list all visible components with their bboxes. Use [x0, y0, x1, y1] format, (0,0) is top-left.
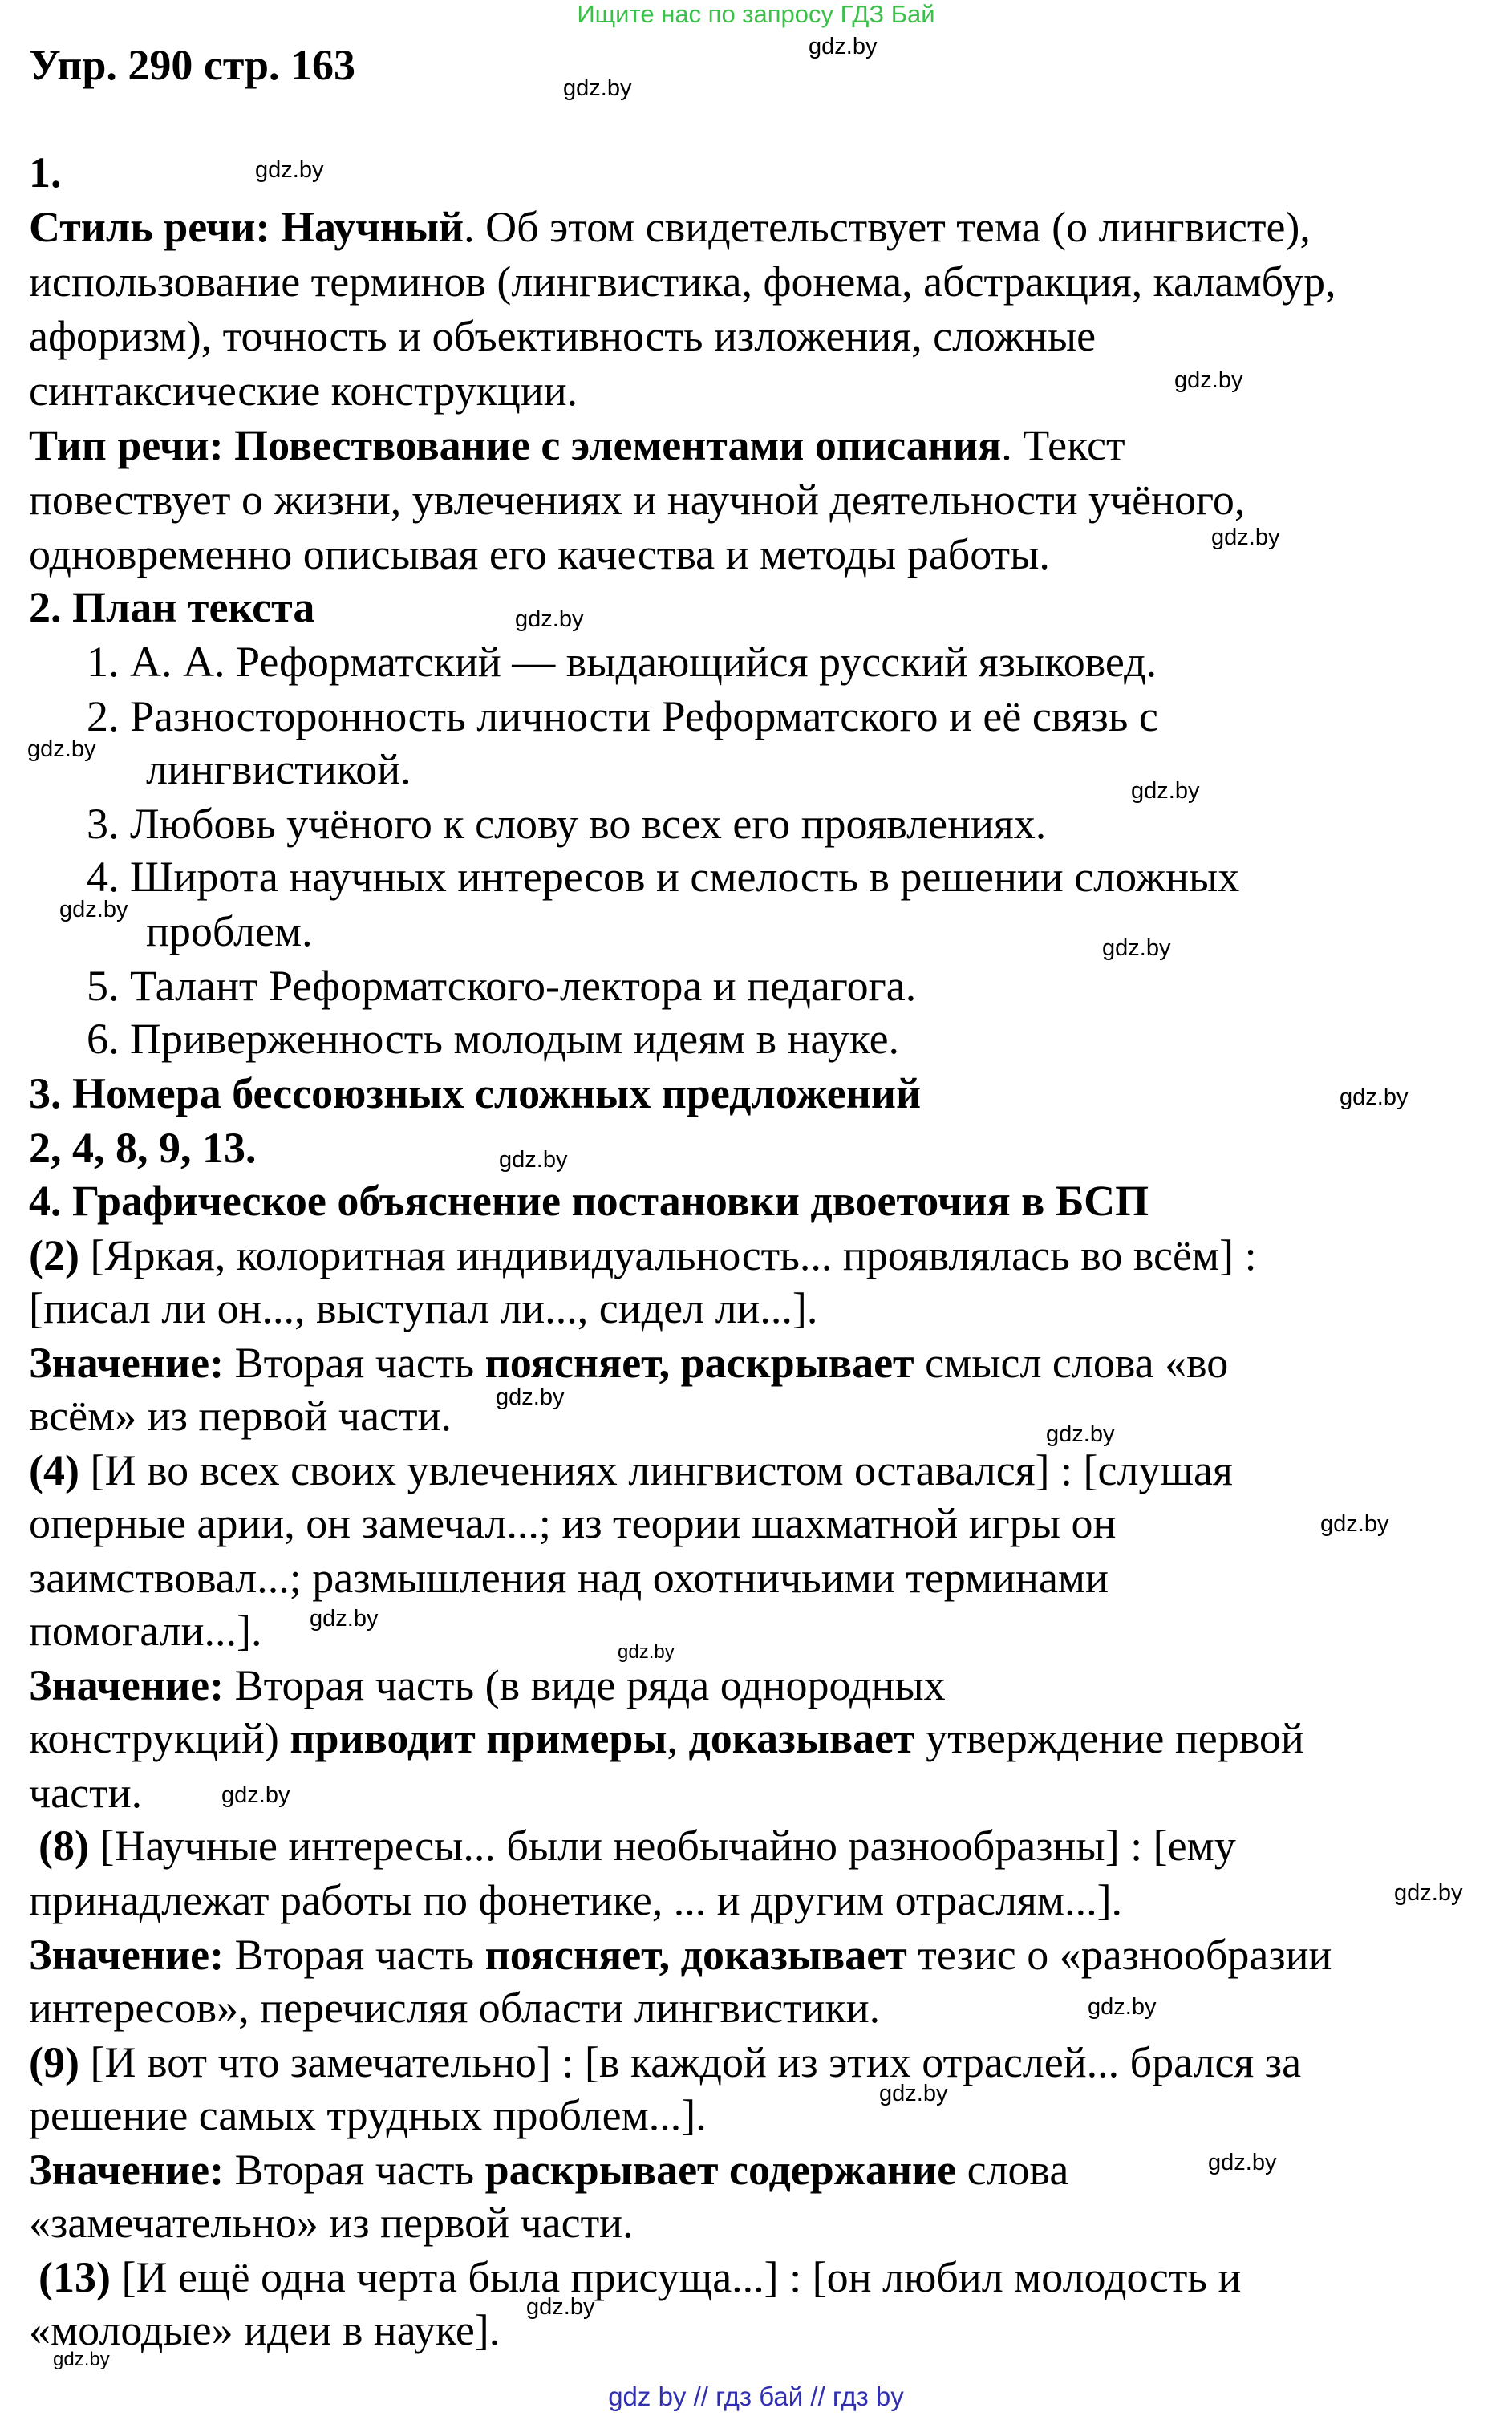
e4-m-b: приводит примеры [290, 1714, 667, 1762]
e2-m-a: Вторая часть [224, 1339, 485, 1387]
e4-num: (4) [29, 1446, 79, 1494]
e2-text-1: [Яркая, колоритная индивидуальность... проявлялась во всём] : [79, 1231, 1257, 1279]
meaning-label: Значение: [29, 2146, 225, 2194]
title-text: Упр. 290 стр. 163 [29, 41, 356, 89]
plan-item-1: 1. А. А. Реформатский — выдающийся русский языковед. [87, 638, 1157, 686]
e9-line-1 [29, 2036, 1301, 2089]
watermark: gdz.by [1208, 2150, 1277, 2175]
watermark: gdz.by [1174, 367, 1243, 393]
watermark: gdz.by [1320, 1511, 1389, 1537]
e4-m-a: конструкций) [29, 1714, 290, 1762]
watermark: gdz.by [53, 2349, 110, 2370]
e4-line-1 [29, 1444, 1233, 1497]
watermark: gdz.by [879, 2081, 948, 2106]
meaning-label: Значение: [29, 1339, 225, 1387]
watermark: gdz.by [1102, 935, 1171, 961]
e4-text-1: [И во всех своих увлечениях лингвистом оставался] : [слушая [79, 1446, 1233, 1494]
s1-num: 1. [29, 148, 62, 197]
e4-m-d: доказывает [688, 1714, 915, 1762]
page-title [29, 39, 355, 91]
e9-meaning-2: «замечательно» из первой части. [29, 2199, 634, 2247]
e2-num: (2) [29, 1231, 79, 1279]
e2-line-2: [писал ли он..., выступал ли..., сидел ли...]. [29, 1284, 818, 1332]
watermark: gdz.by [809, 34, 878, 59]
e8-line-1 [39, 1819, 1236, 1872]
watermark: gdz.by [221, 1782, 290, 1808]
style-line-1 [29, 201, 1311, 253]
e8-m-a: Вторая часть [224, 1931, 485, 1979]
e8-line-2: принадлежат работы по фонетике, ... и другим отраслям...]. [29, 1876, 1123, 1924]
type-label: Тип речи: Повествование с элементами описания [29, 421, 1002, 469]
e4-meaning-3: части. [29, 1769, 143, 1817]
e8-meaning-1 [29, 1928, 1332, 1981]
type-line-3: одновременно описывая его качества и методы работы. [29, 530, 1050, 578]
type-text-1: . Текст [1001, 421, 1125, 469]
e4-line-4: помогали...]. [29, 1607, 262, 1655]
watermark: gdz.by [1340, 1084, 1409, 1110]
e9-text-1: [И вот что замечательно] : [в каждой из этих отраслей... брался за [79, 2038, 1302, 2086]
graphic-heading [29, 1174, 1149, 1227]
e2-meaning-1 [29, 1336, 1228, 1389]
watermark: gdz.by [618, 1641, 675, 1663]
e9-line-2: решение самых трудных проблем...]. [29, 2091, 707, 2139]
e4-meaning-2 [29, 1712, 1304, 1765]
plan-item-5: 5. Талант Реформатского-лектора и педагога. [87, 962, 917, 1010]
watermark: gdz.by [515, 606, 584, 632]
watermark: gdz.by [255, 157, 324, 183]
e8-num: (8) [39, 1822, 89, 1870]
e2-meaning-2: всём» из первой части. [29, 1392, 452, 1440]
e9-m-a: Вторая часть [224, 2146, 485, 2194]
plan-heading [29, 581, 314, 634]
plan-item-3: 3. Любовь учёного к слову во всех его проявлениях. [87, 800, 1047, 848]
style-line-3: афоризм), точность и объективность изложения, сложные [29, 312, 1097, 360]
e4-meaning-1 [29, 1659, 946, 1712]
type-line-1 [29, 419, 1125, 472]
e8-meaning-2: интересов», перечисляя области лингвистики. [29, 1984, 881, 2032]
e13-line-1 [39, 2251, 1241, 2304]
style-line-2: использование терминов (лингвистика, фонема, абстракция, каламбур, [29, 257, 1336, 306]
e13-line-2: «молодые» идеи в науке]. [29, 2306, 501, 2354]
meaning-label: Значение: [29, 1931, 225, 1979]
watermark: gdz.by [1394, 1880, 1463, 1906]
bsp-heading [29, 1067, 921, 1120]
watermark: gdz.by [27, 736, 96, 762]
e8-m-b: поясняет, доказывает [484, 1931, 907, 1979]
section-1-number [29, 146, 62, 199]
style-label: Стиль речи: Научный [29, 203, 464, 251]
watermark: gdz.by [1131, 778, 1200, 804]
e4-line-3: заимствовал...; размышления над охотничьими терминами [29, 1554, 1109, 1602]
type-line-2: повествует о жизни, увлечениях и научной деятельности учёного, [29, 476, 1246, 524]
e4-m-e: утверждение первой [914, 1714, 1304, 1762]
watermark: gdz.by [563, 75, 632, 101]
e2-m-b: поясняет, раскрывает [484, 1339, 914, 1387]
plan-item-6: 6. Приверженность молодым идеям в науке. [87, 1015, 900, 1063]
style-text-1: . Об этом свидетельствует тема (о лингвисте), [464, 203, 1311, 251]
e9-meaning-1 [29, 2143, 1068, 2196]
graphic-heading-text: 4. Графическое объяснение постановки двоеточия в БСП [29, 1177, 1149, 1225]
e8-text-1: [Научные интересы... были необычайно разнообразны] : [ему [88, 1822, 1236, 1870]
bsp-heading-text: 3. Номера бессоюзных сложных предложений [29, 1069, 922, 1117]
e9-m-b: раскрывает содержание [484, 2146, 957, 2194]
footer-links: gdz by // гдз бай // гдз by [608, 2382, 904, 2411]
e8-m-c: тезис о «разнообразии [906, 1931, 1332, 1979]
e4-m-c: , [667, 1714, 689, 1762]
meaning-label: Значение: [29, 1661, 225, 1709]
bsp-numbers-text: 2, 4, 8, 9, 13. [29, 1124, 257, 1172]
e4-m-1: Вторая часть (в виде ряда однородных [224, 1661, 946, 1709]
watermark: gdz.by [499, 1147, 568, 1173]
e13-num: (13) [39, 2253, 111, 2301]
e2-m-c: смысл слова «во [914, 1339, 1229, 1387]
watermark: gdz.by [59, 897, 128, 922]
style-line-4: синтаксические конструкции. [29, 367, 578, 415]
e13-text-1: [И ещё одна черта была присуща...] : [он любил молодость и [110, 2253, 1242, 2301]
plan-heading-text: 2. План текста [29, 583, 315, 631]
plan-item-2: 2. Разносторонность личности Реформатского и её связь с [87, 692, 1158, 740]
plan-item-4: 4. Широта научных интересов и смелость в решении сложных [87, 853, 1240, 901]
watermark: gdz.by [526, 2294, 595, 2320]
top-banner: Ищите нас по запросу ГДЗ Бай [577, 0, 935, 28]
e9-num: (9) [29, 2038, 79, 2086]
watermark: gdz.by [310, 1606, 379, 1632]
watermark: gdz.by [1046, 1421, 1115, 1447]
watermark: gdz.by [496, 1384, 565, 1410]
watermark: gdz.by [1211, 525, 1280, 550]
bsp-numbers [29, 1121, 257, 1174]
plan-item-4-cont: проблем. [146, 907, 313, 955]
e9-m-c: слова [956, 2146, 1069, 2194]
e2-line-1 [29, 1229, 1257, 1282]
e4-line-2: оперные арии, он замечал...; из теории шахматной игры он [29, 1499, 1117, 1547]
watermark: gdz.by [1088, 1994, 1157, 2020]
plan-item-2-cont: лингвистикой. [146, 745, 411, 793]
